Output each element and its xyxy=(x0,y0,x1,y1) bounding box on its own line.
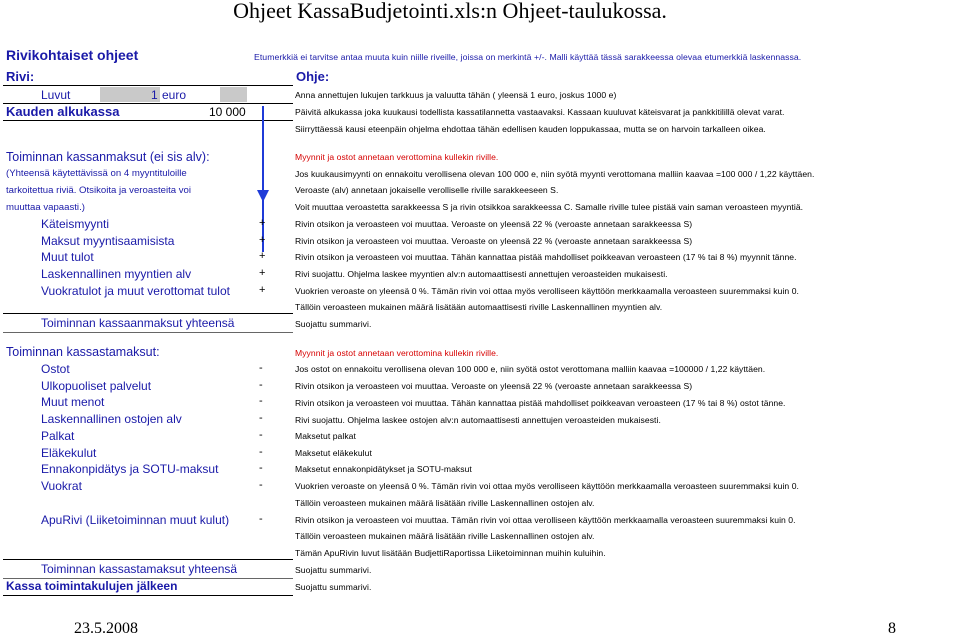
rivikohtaiset-header: Rivikohtaiset ohjeet xyxy=(6,47,139,63)
outflow-item: Ostot xyxy=(41,362,70,376)
plus-sign: + xyxy=(259,284,266,296)
outflow-item: Muut menot xyxy=(41,395,105,409)
unit-value: 1 xyxy=(151,88,158,102)
instruction-line: Rivi suojattu. Ohjelma laskee ostojen alv:n automaattisesti annettujen veroasteiden mukaisesti. xyxy=(295,415,661,425)
minus-sign: - xyxy=(259,395,263,407)
inflow-item: Maksut myyntisaamisista xyxy=(41,234,175,248)
instruction-line: Maksetut palkat xyxy=(295,431,356,441)
inflow-item: Käteismyynti xyxy=(41,217,110,231)
plus-sign: + xyxy=(259,267,266,279)
instruction-line-highlight: Myynnit ja ostot annetaan verottomina kullekin riville. xyxy=(295,348,499,358)
divider xyxy=(3,85,293,86)
minus-sign: - xyxy=(259,362,263,374)
slide-title: Ohjeet KassaBudjetointi.xls:n Ohjeet-taulukossa. xyxy=(233,0,667,23)
rivi-label: Rivi: xyxy=(6,69,35,84)
instruction-line: Suojattu summarivi. xyxy=(295,582,372,592)
minus-sign: - xyxy=(259,412,263,424)
minus-sign: - xyxy=(259,379,263,391)
instruction-line: Veroaste (alv) annetaan jokaiselle verolliselle riville sarakkeeseen S. xyxy=(295,185,559,195)
outflow-header: Toiminnan kassastamaksut: xyxy=(6,345,160,359)
inflow-note: tarkoitettua riviä. Otsikoita ja veroasteita voi xyxy=(6,185,192,196)
divider xyxy=(3,313,293,314)
instruction-line: Siirryttäessä kausi eteenpäin ohjelma ehdottaa tähän edellisen kauden loppukassaa, mutta se on harvoin tarkalleen oikea. xyxy=(295,124,766,134)
instruction-line: Rivi suojattu. Ohjelma laskee myyntien alv:n automaattisesti annettujen veroasteiden mukaisesti. xyxy=(295,269,668,279)
instruction-line: Jos kuukausimyynti on ennakoitu verollisena olevan 100 000 e, niin syötä myynti verottomana malliin kaavaa =100 000 / 1,22 käyttäen. xyxy=(295,169,815,179)
top-note: Etumerkkiä ei tarvitse antaa muuta kuin niille riveille, joissa on merkintä +/-. Malli käyttää tässä sarakkeessa olevaa etumerkkiä laskennassa. xyxy=(254,52,802,62)
instruction-line: Päivitä alkukassa joka kuukausi todellista kassatilannetta vastaavaksi. Kassaan kuuluvat käteisvarat ja pankkitilillä olevat varat. xyxy=(295,107,785,117)
kauden-alkukassa-value: 10 000 xyxy=(209,105,246,119)
arrow-down-icon xyxy=(257,190,269,202)
apurivi-item: ApuRivi (Liiketoiminnan muut kulut) xyxy=(41,513,230,527)
outflow-item: Laskennallinen ostojen alv xyxy=(41,412,182,426)
inflow-item: Muut tulot xyxy=(41,250,94,264)
inflow-note: (Yhteensä käytettävissä on 4 myyntituloille xyxy=(6,168,187,179)
kauden-alkukassa-label: Kauden alkukassa xyxy=(6,104,120,119)
outflow-item: Palkat xyxy=(41,429,75,443)
ohje-label: Ohje: xyxy=(296,69,330,84)
outflow-item: Ennakonpidätys ja SOTU-maksut xyxy=(41,462,219,476)
instruction-line: Vuokrien veroaste on yleensä 0 %. Tämän rivin voi ottaa myös verolliseen käyttöön merkkaamalla veroasteen suuremmaksi kuin 0. xyxy=(295,286,799,296)
inflow-header: Toiminnan kassanmaksut (ei sis alv): xyxy=(6,150,210,164)
instruction-line: Tämän ApuRivin luvut lisätään BudjettiRaportissa Liiketoiminnan muihin kuluihin. xyxy=(295,548,606,558)
page-number: 8 xyxy=(888,620,896,637)
divider xyxy=(3,120,293,121)
spreadsheet-screenshot xyxy=(0,42,960,597)
divider xyxy=(3,559,293,560)
instruction-line: Vuokrien veroaste on yleensä 0 %. Tämän rivin voi ottaa myös verolliseen käyttöön merkkaamalla veroasteen suuremmaksi kuin 0. xyxy=(295,481,799,491)
plus-sign: + xyxy=(259,250,266,262)
inflow-item: Laskennallinen myyntien alv xyxy=(41,267,192,281)
instruction-line: Tällöin veroasteen mukainen määrä lisätään riville Laskennallinen ostojen alv. xyxy=(295,531,595,541)
inflow-item: Vuokratulot ja muut verottomat tulot xyxy=(41,284,230,298)
instruction-line: Rivin otsikon ja veroasteen voi muuttaa. Veroaste on yleensä 22 % (veroaste annetaan sarakkeessa S) xyxy=(295,236,693,246)
instruction-line: Voit muuttaa veroastetta sarakkeessa S ja rivin otsikkoa sarakkeessa C. Samalle riville tulee pistää vain saman veroasteen myyntiä. xyxy=(295,202,804,212)
arrow-down-line xyxy=(262,106,264,252)
instruction-line-highlight: Myynnit ja ostot annetaan verottomina kullekin riville. xyxy=(295,152,499,162)
instruction-line: Suojattu summarivi. xyxy=(295,565,372,575)
instruction-line: Rivin otsikon ja veroasteen voi muuttaa. Veroaste on yleensä 22 % (veroaste annetaan sarakkeessa S) xyxy=(295,219,693,229)
kassa-end-label: Kassa toimintakulujen jälkeen xyxy=(6,579,178,593)
minus-sign: - xyxy=(259,446,263,458)
divider xyxy=(3,332,293,333)
minus-sign: - xyxy=(259,462,263,474)
plus-sign: + xyxy=(259,217,266,229)
divider xyxy=(3,595,293,596)
outflow-item: Vuokrat xyxy=(41,479,82,493)
instruction-line: Rivin otsikon ja veroasteen voi muuttaa. Tähän kannattaa pistää mahdolliset poikkeavan veroasteen (17 % tai 8 %) ostot tänne. xyxy=(295,398,786,408)
outflow-item: Eläkekulut xyxy=(41,446,97,460)
instruction-line: Suojattu summarivi. xyxy=(295,319,372,329)
outflow-total: Toiminnan kassastamaksut yhteensä xyxy=(41,562,238,576)
instruction-line: Rivin otsikon ja veroasteen voi muuttaa. Tähän kannattaa pistää mahdolliset poikkeavan veroasteen (17 % tai 8 %) myynnit tänne. xyxy=(295,252,797,262)
instruction-line: Tällöin veroasteen mukainen määrä lisätään riville Laskennallinen ostojen alv. xyxy=(295,498,595,508)
inflow-note: muuttaa vapaasti.) xyxy=(6,202,85,213)
instruction-line: Anna annettujen lukujen tarkkuus ja valuutta tähän ( yleensä 1 euro, joskus 1000 e) xyxy=(295,90,617,100)
slide-date: 23.5.2008 xyxy=(74,620,138,637)
instruction-line: Maksetut ennakonpidätykset ja SOTU-maksut xyxy=(295,464,472,474)
minus-sign: - xyxy=(259,479,263,491)
minus-sign: - xyxy=(259,429,263,441)
outflow-item: Ulkopuoliset palvelut xyxy=(41,379,152,393)
inflow-total: Toiminnan kassaanmaksut yhteensä xyxy=(41,316,235,330)
instruction-line: Rivin otsikon ja veroasteen voi muuttaa. Veroaste on yleensä 22 % (veroaste annetaan sarakkeessa S) xyxy=(295,381,693,391)
plus-sign: + xyxy=(259,234,266,246)
instruction-line: Rivin otsikon ja veroasteen voi muuttaa. Tämän rivin voi ottaa verolliseen käyttöön merkkaamalla veroasteen suuremmaksi kuin 0. xyxy=(295,515,796,525)
luvut-label: Luvut xyxy=(41,88,71,102)
instruction-line: Maksetut eläkekulut xyxy=(295,448,372,458)
instruction-line: Tällöin veroasteen mukainen määrä lisätään automaattisesti riville Laskennallinen myyntien alv. xyxy=(295,302,663,312)
instruction-line: Jos ostot on ennakoitu verollisena olevan 100 000 e, niin syötä ostot verottomana malliin kaavaa =100000 / 1,22 käyttäen. xyxy=(295,364,766,374)
minus-sign: - xyxy=(259,513,263,525)
unit-label: euro xyxy=(162,88,187,102)
